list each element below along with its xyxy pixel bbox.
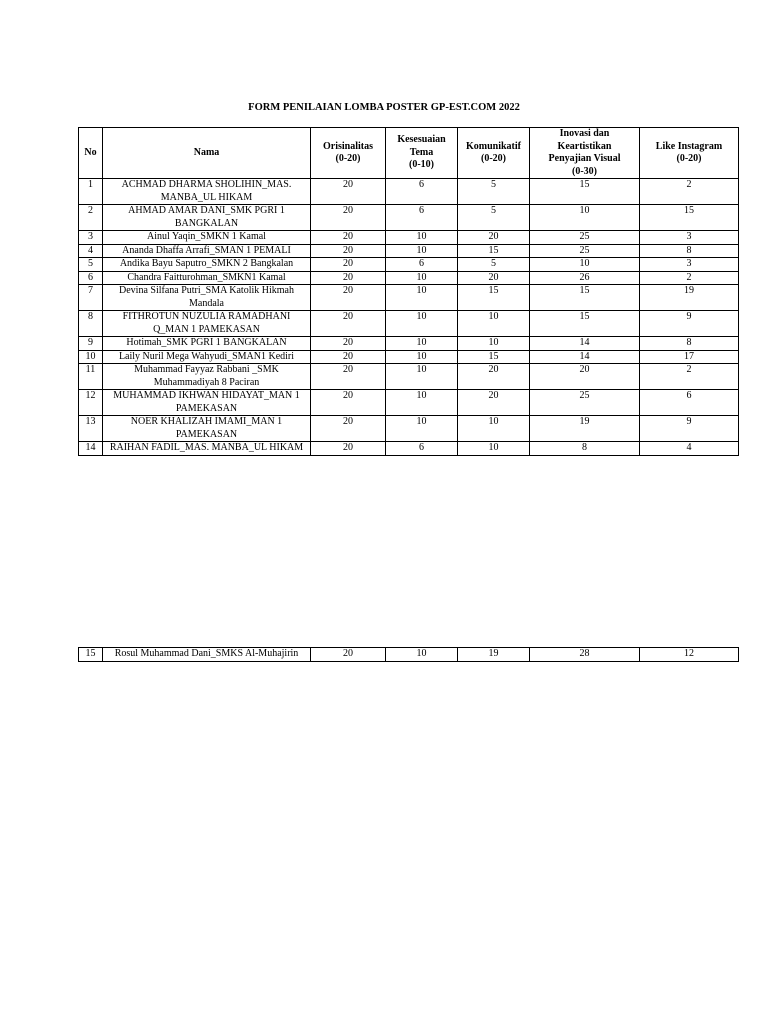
cell-inovasi: 15 — [530, 179, 640, 205]
cell-nama: Devina Silfana Putri_SMA Katolik Hikmah Mandala — [103, 285, 311, 311]
cell-kesesuaian: 6 — [386, 258, 458, 272]
cell-nama: ACHMAD DHARMA SHOLIHIN_MAS. MANBA_UL HIKAM — [103, 179, 311, 205]
cell-orisinalitas: 20 — [311, 390, 386, 416]
table-row — [79, 179, 739, 205]
cell-kesesuaian: 6 — [386, 205, 458, 231]
cell-nama: AHMAD AMAR DANI_SMK PGRI 1 BANGKALAN — [103, 205, 311, 231]
cell-komunikatif: 5 — [458, 258, 530, 272]
table-row — [79, 416, 739, 442]
cell-nama: Andika Bayu Saputro_SMKN 2 Bangkalan — [103, 258, 311, 272]
cell-no: 3 — [79, 231, 103, 245]
cell-nama: RAIHAN FADIL_MAS. MANBA_UL HIKAM — [103, 442, 311, 456]
cell-no: 15 — [79, 648, 103, 662]
header-kesesuaian-tema: Kesesuaian Tema (0-10) — [386, 128, 458, 179]
table-header-row — [79, 128, 739, 179]
cell-no: 1 — [79, 179, 103, 205]
cell-kesesuaian: 10 — [386, 350, 458, 364]
cell-kesesuaian: 10 — [386, 311, 458, 337]
cell-komunikatif: 20 — [458, 364, 530, 390]
cell-komunikatif: 10 — [458, 442, 530, 456]
cell-komunikatif: 10 — [458, 416, 530, 442]
cell-inovasi: 25 — [530, 390, 640, 416]
table-row — [79, 350, 739, 364]
cell-kesesuaian: 10 — [386, 285, 458, 311]
cell-inovasi: 26 — [530, 271, 640, 285]
table-row — [79, 231, 739, 245]
table-row — [79, 271, 739, 285]
cell-like: 6 — [640, 390, 739, 416]
cell-nama: Chandra Faitturohman_SMKN1 Kamal — [103, 271, 311, 285]
cell-orisinalitas: 20 — [311, 442, 386, 456]
cell-nama: Rosul Muhammad Dani_SMKS Al-Muhajirin — [103, 648, 311, 662]
cell-kesesuaian: 6 — [386, 179, 458, 205]
cell-inovasi: 14 — [530, 337, 640, 351]
cell-like: 3 — [640, 231, 739, 245]
table-row — [79, 244, 739, 258]
cell-komunikatif: 19 — [458, 648, 530, 662]
cell-no: 11 — [79, 364, 103, 390]
cell-komunikatif: 5 — [458, 205, 530, 231]
cell-nama: NOER KHALIZAH IMAMI_MAN 1 PAMEKASAN — [103, 416, 311, 442]
cell-inovasi: 25 — [530, 231, 640, 245]
cell-inovasi: 28 — [530, 648, 640, 662]
cell-orisinalitas: 20 — [311, 271, 386, 285]
cell-like: 4 — [640, 442, 739, 456]
cell-no: 4 — [79, 244, 103, 258]
cell-like: 9 — [640, 416, 739, 442]
cell-komunikatif: 20 — [458, 231, 530, 245]
table-row — [79, 285, 739, 311]
cell-kesesuaian: 6 — [386, 442, 458, 456]
cell-like: 2 — [640, 179, 739, 205]
cell-no: 5 — [79, 258, 103, 272]
cell-orisinalitas: 20 — [311, 364, 386, 390]
cell-nama: Muhammad Fayyaz Rabbani _SMK Muhammadiyah 8 Paciran — [103, 364, 311, 390]
cell-komunikatif: 10 — [458, 311, 530, 337]
cell-komunikatif: 20 — [458, 390, 530, 416]
cell-like: 3 — [640, 258, 739, 272]
header-orisinalitas: Orisinalitas (0-20) — [311, 128, 386, 179]
cell-inovasi: 14 — [530, 350, 640, 364]
cell-no: 7 — [79, 285, 103, 311]
cell-nama: MUHAMMAD IKHWAN HIDAYAT_MAN 1 PAMEKASAN — [103, 390, 311, 416]
cell-orisinalitas: 20 — [311, 648, 386, 662]
cell-inovasi: 15 — [530, 311, 640, 337]
cell-kesesuaian: 10 — [386, 271, 458, 285]
table-row — [79, 648, 739, 662]
cell-orisinalitas: 20 — [311, 179, 386, 205]
cell-orisinalitas: 20 — [311, 258, 386, 272]
cell-kesesuaian: 10 — [386, 648, 458, 662]
cell-orisinalitas: 20 — [311, 350, 386, 364]
table-row — [79, 311, 739, 337]
table-row — [79, 442, 739, 456]
cell-kesesuaian: 10 — [386, 337, 458, 351]
cell-no: 9 — [79, 337, 103, 351]
cell-kesesuaian: 10 — [386, 416, 458, 442]
cell-komunikatif: 15 — [458, 285, 530, 311]
cell-like: 17 — [640, 350, 739, 364]
table-row — [79, 337, 739, 351]
cell-komunikatif: 20 — [458, 271, 530, 285]
cell-no: 8 — [79, 311, 103, 337]
table-row — [79, 390, 739, 416]
score-table-body — [79, 179, 739, 456]
cell-inovasi: 10 — [530, 258, 640, 272]
cell-like: 15 — [640, 205, 739, 231]
cell-no: 10 — [79, 350, 103, 364]
cell-nama: Ainul Yaqin_SMKN 1 Kamal — [103, 231, 311, 245]
table-row — [79, 364, 739, 390]
score-table — [78, 127, 739, 456]
cell-orisinalitas: 20 — [311, 231, 386, 245]
cell-inovasi: 25 — [530, 244, 640, 258]
cell-kesesuaian: 10 — [386, 364, 458, 390]
cell-no: 13 — [79, 416, 103, 442]
header-inovasi: Inovasi dan Keartistikan Penyajian Visual (0-30) — [530, 128, 640, 179]
cell-like: 8 — [640, 244, 739, 258]
cell-like: 8 — [640, 337, 739, 351]
cell-orisinalitas: 20 — [311, 416, 386, 442]
cell-orisinalitas: 20 — [311, 205, 386, 231]
cell-kesesuaian: 10 — [386, 390, 458, 416]
header-like-instagram: Like Instagram (0-20) — [640, 128, 739, 179]
cell-like: 9 — [640, 311, 739, 337]
cell-orisinalitas: 20 — [311, 285, 386, 311]
cell-orisinalitas: 20 — [311, 337, 386, 351]
cell-komunikatif: 10 — [458, 337, 530, 351]
header-no: No — [79, 128, 103, 179]
document-title: FORM PENILAIAN LOMBA POSTER GP-EST.COM 2022 — [248, 102, 520, 113]
header-komunikatif: Komunikatif (0-20) — [458, 128, 530, 179]
cell-orisinalitas: 20 — [311, 311, 386, 337]
score-table-continuation-body — [79, 648, 739, 662]
cell-inovasi: 19 — [530, 416, 640, 442]
cell-nama: Hotimah_SMK PGRI 1 BANGKALAN — [103, 337, 311, 351]
table-row — [79, 258, 739, 272]
cell-inovasi: 8 — [530, 442, 640, 456]
cell-inovasi: 10 — [530, 205, 640, 231]
cell-kesesuaian: 10 — [386, 244, 458, 258]
cell-like: 19 — [640, 285, 739, 311]
cell-like: 2 — [640, 271, 739, 285]
cell-like: 2 — [640, 364, 739, 390]
table-row — [79, 205, 739, 231]
cell-nama: Ananda Dhaffa Arrafi_SMAN 1 PEMALI — [103, 244, 311, 258]
cell-no: 2 — [79, 205, 103, 231]
cell-orisinalitas: 20 — [311, 244, 386, 258]
cell-komunikatif: 15 — [458, 350, 530, 364]
cell-no: 12 — [79, 390, 103, 416]
score-table-continuation — [78, 647, 739, 662]
cell-kesesuaian: 10 — [386, 231, 458, 245]
cell-no: 14 — [79, 442, 103, 456]
cell-komunikatif: 5 — [458, 179, 530, 205]
cell-no: 6 — [79, 271, 103, 285]
cell-like: 12 — [640, 648, 739, 662]
cell-inovasi: 15 — [530, 285, 640, 311]
header-nama: Nama — [103, 128, 311, 179]
cell-inovasi: 20 — [530, 364, 640, 390]
cell-komunikatif: 15 — [458, 244, 530, 258]
cell-nama: Laily Nuril Mega Wahyudi_SMAN1 Kediri — [103, 350, 311, 364]
cell-nama: FITHROTUN NUZULIA RAMADHANI Q_MAN 1 PAMEKASAN — [103, 311, 311, 337]
